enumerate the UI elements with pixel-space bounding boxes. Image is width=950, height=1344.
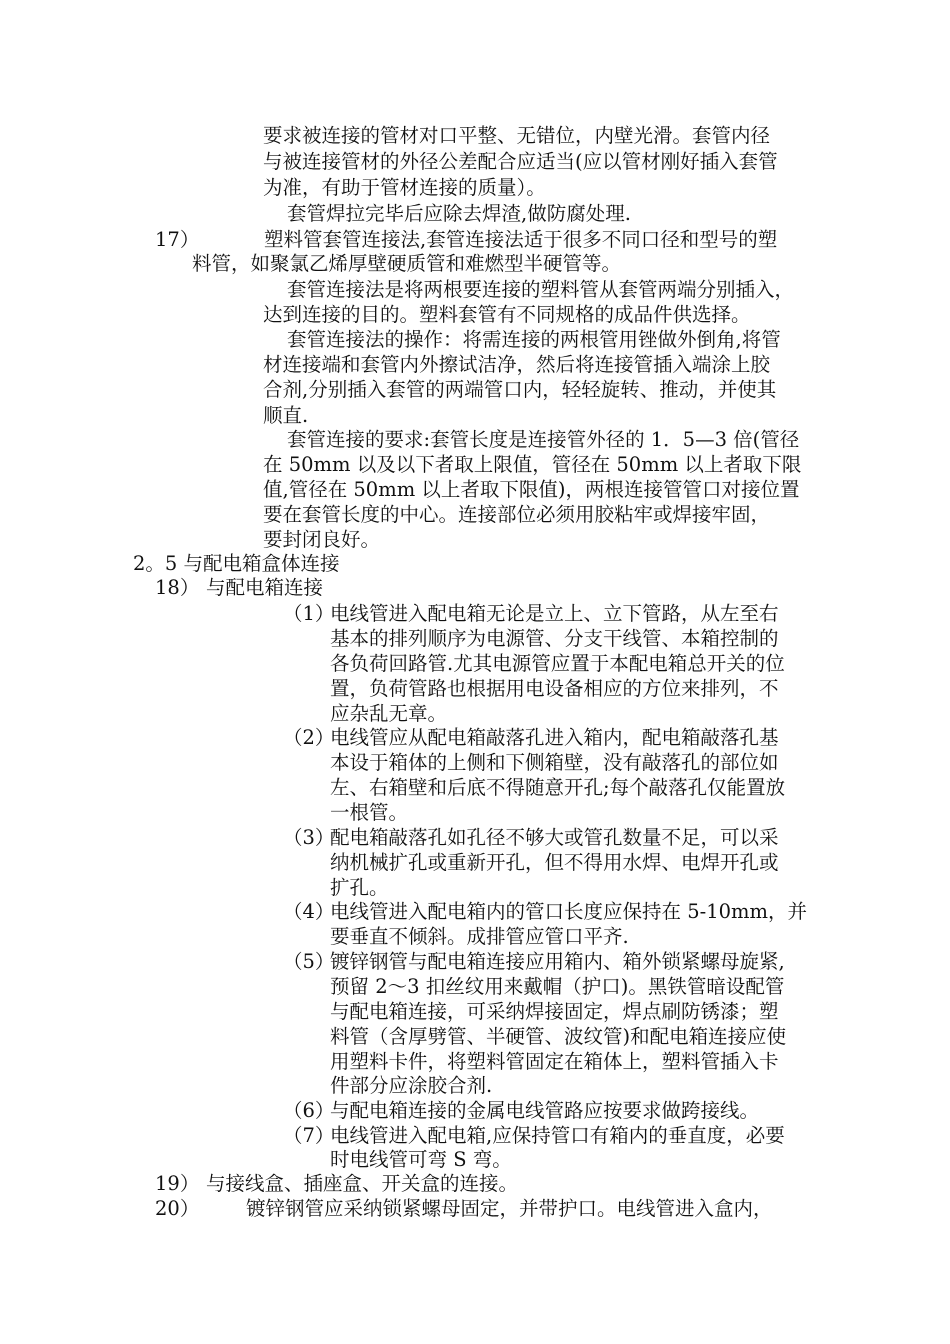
text-line: 套管连接法是将两根要连接的塑料管从套管两端分别插入，	[287, 278, 795, 301]
text-line: 顺直.	[263, 404, 309, 427]
list-marker: （1）	[283, 602, 335, 625]
section-heading: 2。5 与配电箱盒体连接	[133, 552, 340, 575]
list-item-line: 电线管进入配电箱内的管口长度应保持在 5-10mm，并	[330, 900, 807, 923]
list-item-line: 预留 2～3 扣丝纹用来戴帽（护口)。黑铁管暗设配管	[330, 975, 785, 998]
list-item-line: 本设于箱体的上侧和下侧箱壁，没有敲落孔的部位如	[330, 751, 779, 774]
list-item-line: 电线管进入配电箱无论是立上、立下管路，从左至右	[330, 602, 779, 625]
text-line: 要求被连接的管材对口平整、无错位，内壁光滑。套管内径	[263, 124, 771, 147]
list-marker: （3）	[283, 826, 335, 849]
text-line: 套管连接法的操作：将需连接的两根管用锉做外倒角,将管	[287, 328, 781, 351]
list-marker: （7）	[283, 1124, 335, 1147]
list-marker: （6）	[283, 1099, 335, 1122]
list-marker: （5）	[283, 950, 335, 973]
list-item-line: 左、右箱壁和后底不得随意开孔;每个敲落孔仅能置放	[330, 776, 786, 799]
list-item-line: 配电箱敲落孔如孔径不够大或管孔数量不足，可以采	[330, 826, 779, 849]
text-line: 为准，有助于管材连接的质量）。	[263, 176, 546, 199]
list-item-line: 各负荷回路管.尤其电源管应置于本配电箱总开关的位	[330, 652, 785, 675]
list-item-line: 一根管。	[330, 801, 409, 824]
text-line: 与被连接管材的外径公差配合应适当(应以管材刚好插入套管	[263, 150, 778, 173]
text-line: 达到连接的目的。塑料套管有不同规格的成品件供选择。	[263, 303, 751, 326]
item-number-18: 18）	[155, 576, 200, 599]
list-item-line: 纳机械扩孔或重新开孔，但不得用水焊、电焊开孔或	[330, 851, 779, 874]
list-item-line: 扩孔。	[330, 876, 389, 899]
list-item-line: 要垂直不倾斜。成排管应管口平齐.	[330, 925, 629, 948]
item-title-19: 与接线盒、插座盒、开关盒的连接。	[206, 1172, 519, 1195]
item-title-18: 与配电箱连接	[206, 576, 324, 599]
item-number-19: 19）	[155, 1172, 200, 1195]
list-marker: （2）	[283, 726, 335, 749]
list-item-line: 与配电箱连接的金属电线管路应按要求做跨接线。	[330, 1099, 760, 1122]
list-item-line: 电线管应从配电箱敲落孔进入箱内，配电箱敲落孔基	[330, 726, 779, 749]
list-item-line: 与配电箱连接，可采纳焊接固定，焊点刷防锈漆；塑	[330, 1000, 779, 1023]
item-number-20: 20）	[155, 1197, 200, 1220]
text-line: 塑料管套管连接法,套管连接法适于很多不同口径和型号的塑	[264, 228, 778, 251]
list-item-line: 件部分应涂胶合剂.	[330, 1074, 493, 1097]
list-item-line: 电线管进入配电箱,应保持管口有箱内的垂直度，必要	[330, 1124, 785, 1147]
list-item-line: 应杂乱无章。	[330, 702, 448, 725]
text-line: 要在套管长度的中心。连接部位必须用胶粘牢或焊接牢固，	[263, 503, 771, 526]
text-line: 套管连接的要求:套管长度是连接管外径的 1．5—3 倍(管径	[287, 428, 800, 451]
text-line: 在 50mm 以及以下者取上限值，管径在 50mm 以上者取下限	[263, 453, 802, 476]
text-line: 要封闭良好。	[263, 528, 381, 551]
list-item-line: 时电线管可弯 S 弯。	[330, 1148, 512, 1171]
list-item-line: 基本的排列顺序为电源管、分支干线管、本箱控制的	[330, 627, 779, 650]
list-item-line: 料管（含厚劈管、半硬管、波纹管)和配电箱连接应使	[330, 1025, 787, 1048]
list-item-line: 置，负荷管路也根据用电设备相应的方位来排列，不	[330, 677, 779, 700]
text-line: 值,管径在 50mm 以上者取下限值)，两根连接管管口对接位置	[263, 478, 800, 501]
item-number-17: 17）	[155, 228, 200, 251]
list-marker: （4）	[283, 900, 335, 923]
text-line: 材连接端和套管内外擦试洁净，然后将连接管插入端涂上胶	[263, 353, 771, 376]
text-line: 料管，如聚氯乙烯厚壁硬质管和难燃型半硬管等。	[192, 252, 622, 275]
text-line: 套管焊拉完毕后应除去焊渣,做防腐处理.	[287, 202, 631, 225]
list-item-line: 镀锌钢管与配电箱连接应用箱内、箱外锁紧螺母旋紧,	[330, 950, 785, 973]
list-item-line: 用塑料卡件，将塑料管固定在箱体上，塑料管插入卡	[330, 1050, 779, 1073]
item-title-20: 镀锌钢管应采纳锁紧螺母固定，并带护口。电线管进入盒内，	[246, 1197, 773, 1220]
text-line: 合剂,分别插入套管的两端管口内，轻轻旋转、推动，并使其	[263, 378, 777, 401]
